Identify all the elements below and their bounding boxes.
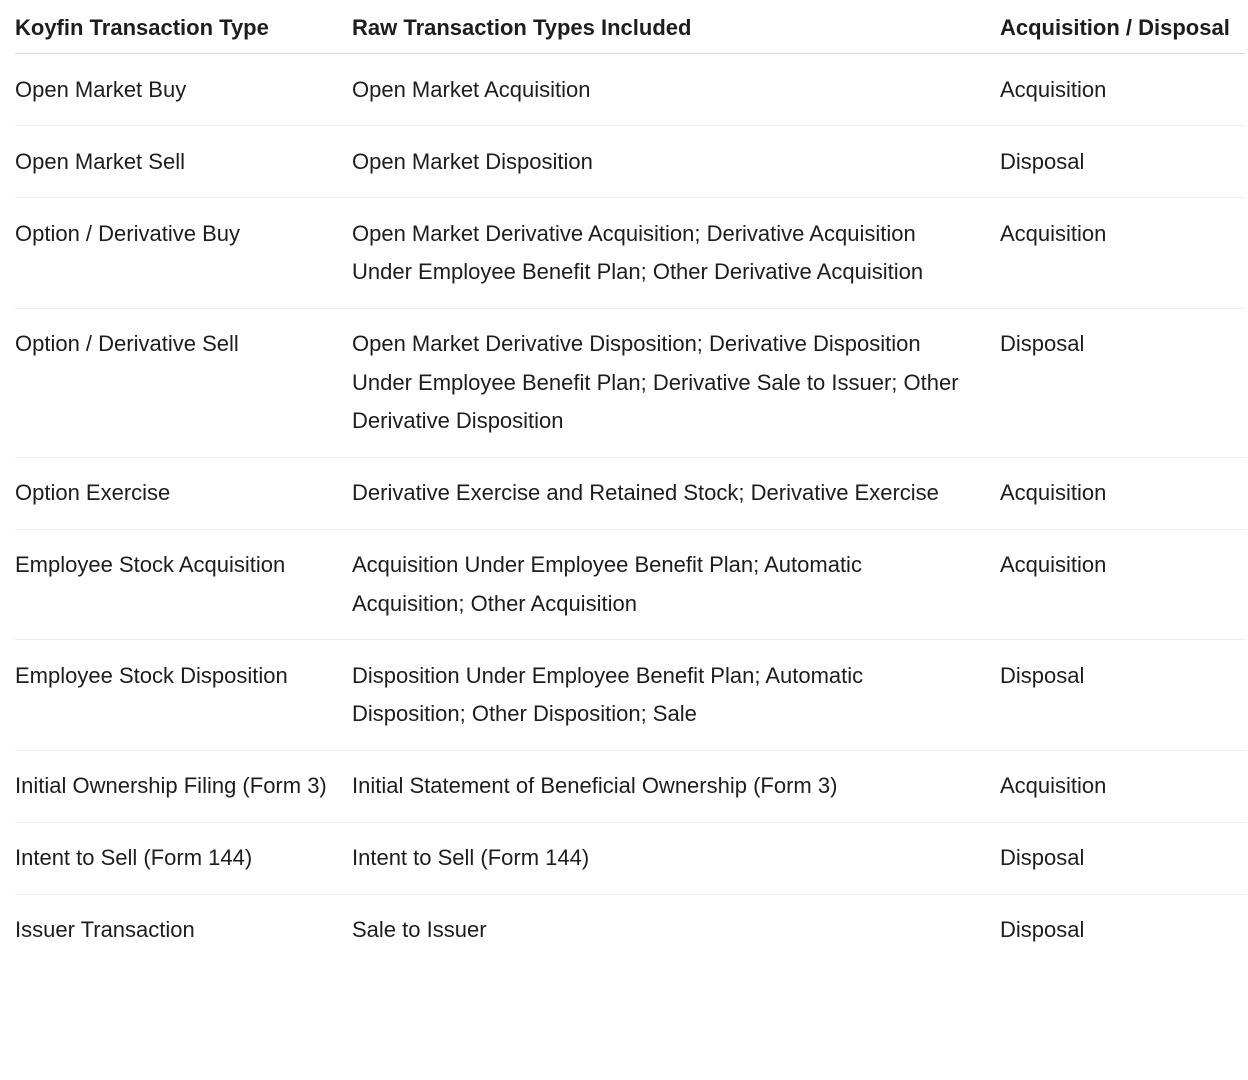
table-row bbox=[15, 54, 1245, 126]
cell-acq-disp: Disposal bbox=[1000, 126, 1245, 198]
cell-koyfin-type: Option / Derivative Sell bbox=[15, 308, 352, 457]
header-acq-disp: Acquisition / Disposal bbox=[1000, 0, 1245, 54]
table-row bbox=[15, 750, 1245, 822]
cell-acq-disp: Acquisition bbox=[1000, 54, 1245, 126]
cell-acq-disp: Acquisition bbox=[1000, 457, 1245, 529]
table-row bbox=[15, 529, 1245, 640]
table-row bbox=[15, 894, 1245, 966]
header-raw-types: Raw Transaction Types Included bbox=[352, 0, 1000, 54]
cell-raw-types: Sale to Issuer bbox=[352, 917, 487, 942]
transaction-type-table bbox=[15, 0, 1245, 966]
cell-koyfin-type: Issuer Transaction bbox=[15, 917, 195, 942]
transaction-type-table-container bbox=[15, 0, 1245, 966]
table-header-row bbox=[15, 0, 1245, 54]
cell-raw-types: Acquisition Under Employee Benefit Plan; Automatic Acquisition; Other Acquisition bbox=[352, 529, 1000, 640]
cell-acq-disp: Disposal bbox=[1000, 822, 1245, 894]
cell-koyfin-type: Option / Derivative Buy bbox=[15, 198, 352, 309]
cell-acq-disp: Disposal bbox=[1000, 917, 1085, 942]
cell-koyfin-type: Initial Ownership Filing (Form 3) bbox=[15, 750, 352, 822]
cell-raw-types: Initial Statement of Beneficial Ownership (Form 3) bbox=[352, 750, 1000, 822]
cell-raw-types: Open Market Acquisition bbox=[352, 54, 1000, 126]
cell-acq-disp: Acquisition bbox=[1000, 529, 1245, 640]
cell-koyfin-type: Employee Stock Disposition bbox=[15, 640, 352, 751]
cell-koyfin-type: Open Market Buy bbox=[15, 54, 352, 126]
cell-raw-types: Disposition Under Employee Benefit Plan; Automatic Disposition; Other Disposition; Sale bbox=[352, 640, 1000, 751]
cell-acq-disp: Acquisition bbox=[1000, 198, 1245, 309]
cell-acq-disp: Disposal bbox=[1000, 308, 1245, 457]
table-row bbox=[15, 198, 1245, 309]
table-row bbox=[15, 126, 1245, 198]
cell-raw-types: Open Market Disposition bbox=[352, 126, 1000, 198]
cell-acq-disp: Disposal bbox=[1000, 640, 1245, 751]
cell-koyfin-type: Open Market Sell bbox=[15, 126, 352, 198]
table-row bbox=[15, 640, 1245, 751]
cell-raw-types: Derivative Exercise and Retained Stock; Derivative Exercise bbox=[352, 457, 1000, 529]
cell-koyfin-type: Intent to Sell (Form 144) bbox=[15, 822, 352, 894]
table-row bbox=[15, 457, 1245, 529]
table-row bbox=[15, 822, 1245, 894]
table-row bbox=[15, 308, 1245, 457]
cell-raw-types: Open Market Derivative Disposition; Derivative Disposition Under Employee Benefit Plan; Derivative Sale to Issuer; Other Derivative Disposition bbox=[352, 308, 1000, 457]
cell-koyfin-type: Option Exercise bbox=[15, 457, 352, 529]
cell-raw-types: Intent to Sell (Form 144) bbox=[352, 822, 1000, 894]
cell-raw-types: Open Market Derivative Acquisition; Derivative Acquisition Under Employee Benefit Plan; Other Derivative Acquisition bbox=[352, 198, 1000, 309]
header-koyfin-type: Koyfin Transaction Type bbox=[15, 0, 352, 54]
cell-acq-disp: Acquisition bbox=[1000, 750, 1245, 822]
cell-koyfin-type: Employee Stock Acquisition bbox=[15, 529, 352, 640]
